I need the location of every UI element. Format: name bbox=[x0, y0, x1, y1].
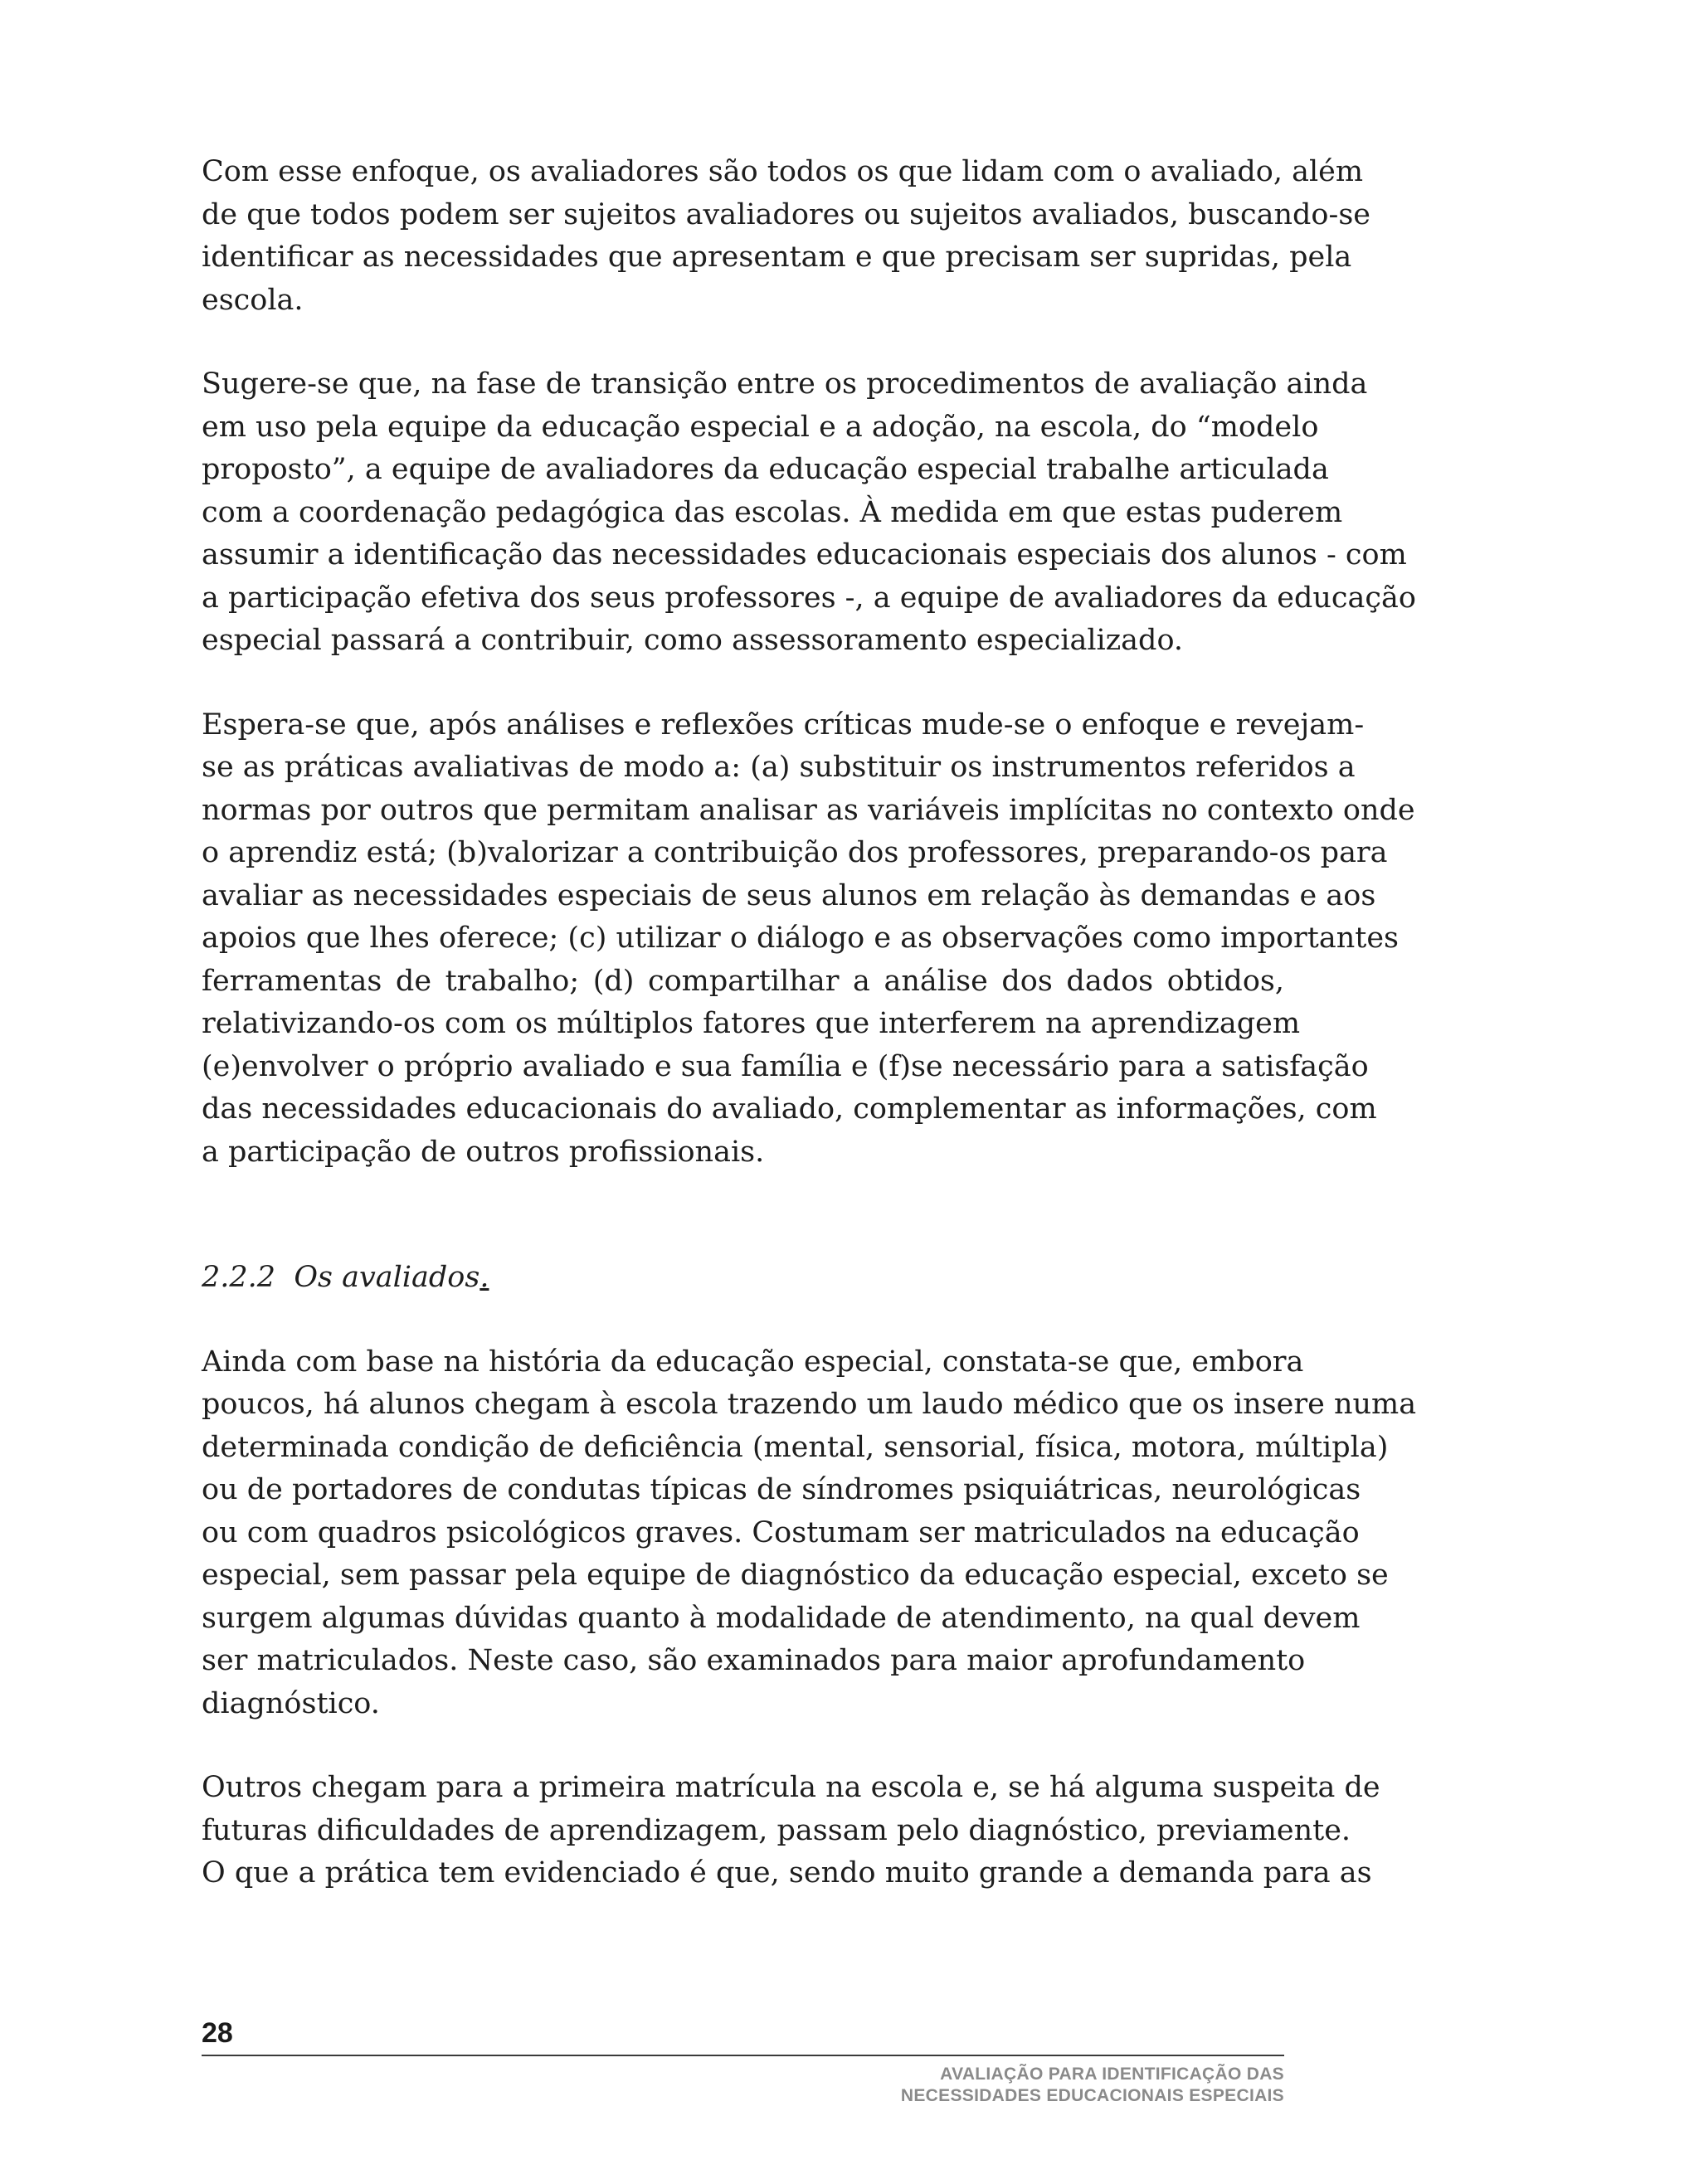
section-heading bbox=[202, 1257, 1284, 1300]
paragraph-3 bbox=[202, 704, 1415, 1175]
paragraph-3-line: normas por outros que permitam analisar as variáveis implícitas no contexto onde bbox=[202, 793, 1415, 827]
section-number: 2.2.2 bbox=[202, 1261, 276, 1294]
paragraph-3-line: a participação de outros profissionais. bbox=[202, 1135, 765, 1169]
paragraph-2-line: em uso pela equipe da educação especial e a adoção, na escola, do “modelo bbox=[202, 410, 1319, 444]
paragraph-1 bbox=[202, 151, 1370, 322]
paragraph-2-line: especial passará a contribuir, como assessoramento especializado. bbox=[202, 624, 1184, 657]
paragraph-2 bbox=[202, 363, 1416, 663]
paragraph-5-line: O que a prática tem evidenciado é que, sendo muito grande a demanda para as bbox=[202, 1856, 1372, 1890]
paragraph-1-line: de que todos podem ser sujeitos avaliadores ou sujeitos avaliados, buscando-se bbox=[202, 197, 1370, 231]
paragraph-4-line: poucos, há alunos chegam à escola trazendo um laudo médico que os insere numa bbox=[202, 1388, 1417, 1421]
paragraph-3-line: das necessidades educacionais do avaliado, complementar as informações, com bbox=[202, 1092, 1377, 1126]
paragraph-3-line: se as práticas avaliativas de modo a: (a) substituir os instrumentos referidos a bbox=[202, 751, 1356, 784]
paragraph-1-line: escola. bbox=[202, 283, 304, 317]
footer-divider bbox=[202, 2055, 1284, 2056]
paragraph-4-line: diagnóstico. bbox=[202, 1686, 380, 1720]
paragraph-3-line: avaliar as necessidades especiais de seus alunos em relação às demandas e aos bbox=[202, 878, 1376, 912]
running-footer-title bbox=[901, 2064, 1284, 2107]
paragraph-4-line: ou com quadros psicológicos graves. Costumam ser matriculados na educação bbox=[202, 1515, 1360, 1549]
paragraph-1-line: identificar as necessidades que apresentam e que precisam ser supridas, pela bbox=[202, 241, 1352, 274]
paragraph-4-line: ou de portadores de condutas típicas de síndromes psiquiátricas, neurológicas bbox=[202, 1473, 1361, 1506]
paragraph-2-line: proposto”, a equipe de avaliadores da educação especial trabalhe articulada bbox=[202, 453, 1329, 486]
paragraph-3-line: Espera-se que, após análises e reflexões críticas mude-se o enfoque e revejam- bbox=[202, 708, 1365, 742]
paragraph-1-line: Com esse enfoque, os avaliadores são todos os que lidam com o avaliado, além bbox=[202, 155, 1364, 188]
paragraph-4-line: especial, sem passar pela equipe de diagnóstico da educação especial, exceto se bbox=[202, 1559, 1389, 1592]
section-title: Os avaliados bbox=[294, 1261, 480, 1294]
paragraph-4-line: surgem algumas dúvidas quanto à modalidade de atendimento, na qual devem bbox=[202, 1601, 1361, 1635]
paragraph-3-line: apoios que lhes oferece; (c) utilizar o diálogo e as observações como importantes bbox=[202, 922, 1399, 955]
page-body bbox=[202, 151, 1417, 1895]
section-title-period: . bbox=[480, 1261, 489, 1294]
paragraph-3-line: (e)envolver o próprio avaliado e sua família e (f)se necessário para a satisfação bbox=[202, 1049, 1369, 1083]
paragraph-2-line: Sugere-se que, na fase de transição entre os procedimentos de avaliação ainda bbox=[202, 367, 1368, 401]
running-footer-line: NECESSIDADES EDUCACIONAIS ESPECIAIS bbox=[900, 2086, 1284, 2105]
paragraph-2-line: a participação efetiva dos seus professores -, a equipe de avaliadores da educação bbox=[202, 581, 1416, 615]
paragraph-5-line: futuras dificuldades de aprendizagem, passam pelo diagnóstico, previamente. bbox=[202, 1813, 1351, 1847]
paragraph-3-line: ferramentas de trabalho; (d) compartilhar a análise dos dados obtidos, bbox=[202, 964, 1284, 998]
paragraph-4 bbox=[202, 1341, 1417, 1726]
paragraph-5 bbox=[202, 1767, 1380, 1895]
paragraph-5-line: Outros chegam para a primeira matrícula na escola e, se há alguma suspeita de bbox=[202, 1771, 1380, 1804]
page-number: 28 bbox=[202, 2017, 233, 2049]
paragraph-2-line: assumir a identificação das necessidades educacionais especiais dos alunos - com bbox=[202, 538, 1407, 572]
paragraph-2-line: com a coordenação pedagógica das escolas. À medida em que estas puderem bbox=[202, 495, 1343, 529]
paragraph-4-line: determinada condição de deficiência (mental, sensorial, física, motora, múltipla) bbox=[202, 1430, 1389, 1464]
paragraph-3-line: relativizando-os com os múltiplos fatores que interferem na aprendizagem bbox=[202, 1007, 1301, 1040]
running-footer-line: AVALIAÇÃO PARA IDENTIFICAÇÃO DAS bbox=[940, 2065, 1284, 2084]
paragraph-4-line: ser matriculados. Neste caso, são examinados para maior aprofundamento bbox=[202, 1644, 1306, 1677]
paragraph-3-line: o aprendiz está; (b)valorizar a contribuição dos professores, preparando-os para bbox=[202, 836, 1388, 869]
paragraph-4-line: Ainda com base na história da educação especial, constata-se que, embora bbox=[202, 1345, 1304, 1379]
